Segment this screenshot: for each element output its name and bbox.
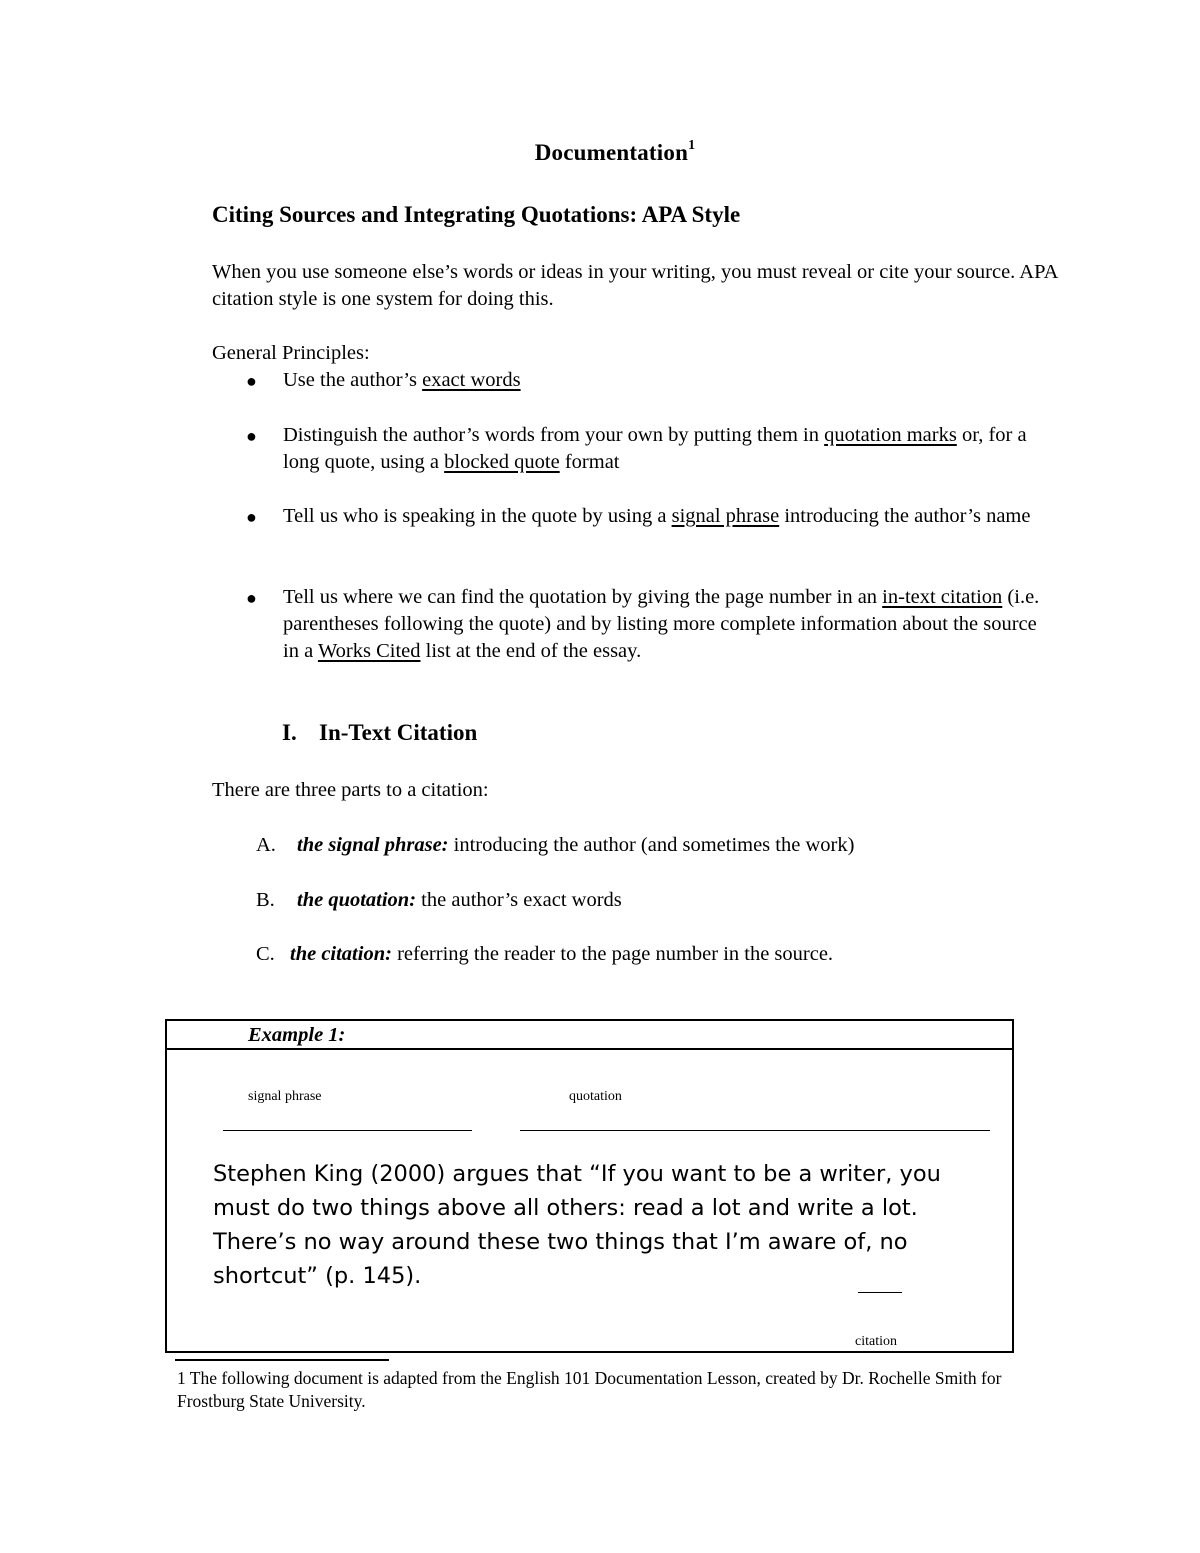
list-item-underlined: exact words — [422, 369, 521, 391]
part-term: the quotation: — [297, 889, 417, 911]
footnote-ref[interactable]: 1 — [688, 138, 696, 153]
section-title: In-Text Citation — [319, 720, 478, 745]
subtitle: Citing Sources and Integrating Quotations: APA Style — [212, 202, 741, 227]
example-box — [165, 1019, 1014, 1353]
list-item-underlined: quotation marks — [824, 424, 957, 446]
list-item-text: Distinguish the author’s words from your own by putting them in — [283, 424, 825, 446]
page-title-text: Documentation — [534, 140, 689, 165]
footnote-divider — [175, 1359, 389, 1361]
list-item — [283, 422, 1043, 476]
list-item-underlined: signal phrase — [671, 505, 780, 527]
list-item-text: format — [559, 451, 620, 473]
list-item-text: Tell us who is speaking in the quote by using a — [283, 505, 672, 527]
section-number: I. — [282, 720, 297, 745]
list-item — [283, 367, 1043, 394]
part-letter: A. — [256, 834, 276, 856]
bullet-icon: ● — [246, 371, 257, 391]
list-item-text: list at the end of the essay. — [420, 640, 642, 662]
part-term: the citation: — [290, 943, 392, 965]
citation-line — [858, 1292, 902, 1293]
section-heading — [282, 720, 477, 746]
bullet-icon: ● — [246, 507, 257, 527]
list-item-underlined: Works Cited — [317, 640, 421, 662]
signal-phrase-label: signal phrase — [248, 1089, 322, 1104]
list-item-text: Tell us where we can find the quotation by giving the page number in an — [283, 586, 883, 608]
citation-part-a — [256, 832, 854, 859]
section-intro: There are three parts to a citation: — [212, 779, 489, 801]
list-item-text: (i.e. parentheses following the quote) and by listing more complete information about the source in a — [283, 586, 1040, 662]
quotation-line — [520, 1130, 990, 1131]
list-item — [283, 503, 1043, 530]
part-letter: B. — [256, 889, 275, 911]
list-item-text: or, for a long quote, using a — [283, 424, 1027, 473]
list-item-text: introducing the author’s name — [779, 505, 1031, 527]
list-item-text: Use the author’s — [283, 369, 423, 391]
example-quote: Stephen King (2000) argues that “If you want to be a writer, you must do two things above all others: read a lot and write a lot. There’s no way around these two things that I’m aware of, no shortcut” (p. 145). — [213, 1161, 941, 1289]
signal-phrase-line — [223, 1130, 472, 1131]
citation-part-b — [256, 887, 622, 914]
part-term: the signal phrase: — [297, 834, 449, 856]
page-title — [0, 140, 1200, 166]
bullet-icon: ● — [246, 588, 257, 608]
list-item-underlined: blocked quote — [444, 451, 560, 473]
example-header-divider — [167, 1048, 1012, 1050]
citation-label: citation — [855, 1334, 897, 1349]
part-description: introducing the author (and sometimes the work) — [448, 834, 855, 856]
footnote: 1 The following document is adapted from the English 101 Documentation Lesson, created by Dr. Rochelle Smith for Frostburg State University. — [177, 1368, 1002, 1411]
part-description: referring the reader to the page number in the source. — [391, 943, 834, 965]
quotation-label: quotation — [569, 1089, 622, 1104]
bullet-icon: ● — [246, 426, 257, 446]
example-label: Example 1: — [248, 1024, 346, 1046]
part-letter: C. — [256, 943, 275, 965]
general-principles-label: General Principles: — [212, 342, 370, 364]
part-description: the author’s exact words — [416, 889, 622, 911]
list-item — [283, 584, 1043, 665]
intro-paragraph: When you use someone else’s words or ideas in your writing, you must reveal or cite your source. APA citation style is one system for doing this. — [212, 261, 1058, 310]
citation-part-c — [256, 941, 833, 968]
list-item-underlined: in-text citation — [882, 586, 1003, 608]
